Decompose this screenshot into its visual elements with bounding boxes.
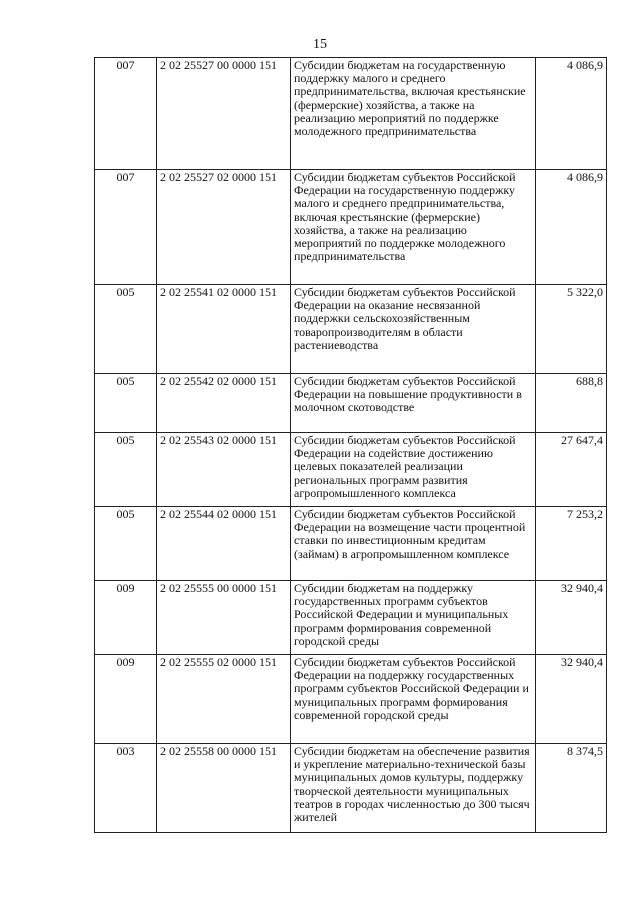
amount-cell: 5 322,0	[536, 285, 607, 374]
amount-cell: 32 940,4	[536, 655, 607, 744]
budget-classification-code-cell: 2 02 25555 02 0000 151	[157, 655, 291, 744]
amount-cell: 27 647,4	[536, 433, 607, 507]
table-row	[95, 507, 607, 581]
budget-classification-code-cell: 2 02 25527 00 0000 151	[157, 58, 291, 170]
budget-classification-code-cell: 2 02 25527 02 0000 151	[157, 170, 291, 285]
budget-revenue-table	[94, 57, 607, 833]
amount-cell: 32 940,4	[536, 581, 607, 655]
budget-classification-code-cell: 2 02 25555 00 0000 151	[157, 581, 291, 655]
administrator-code-cell: 009	[95, 581, 157, 655]
administrator-code-cell: 005	[95, 285, 157, 374]
page-number: 15	[313, 37, 327, 52]
revenue-name-cell: Субсидии бюджетам на государственную поддержку малого и среднего предпринимательства, включая крестьянские (фермерские) хозяйства, а также на реализацию мероприятий по поддержке молодежного предпринимательства	[291, 58, 536, 170]
table-row	[95, 433, 607, 507]
amount-cell: 8 374,5	[536, 744, 607, 833]
table-row	[95, 581, 607, 655]
amount-cell: 4 086,9	[536, 170, 607, 285]
table-row	[95, 170, 607, 285]
table-row	[95, 655, 607, 744]
administrator-code-cell: 005	[95, 507, 157, 581]
table-row	[95, 374, 607, 433]
administrator-code-cell: 007	[95, 170, 157, 285]
revenue-name-cell: Субсидии бюджетам субъектов Российской Федерации на поддержку государственных программ субъектов Российской Федерации и муниципальных программ формирования современной городской среды	[291, 655, 536, 744]
administrator-code-cell: 009	[95, 655, 157, 744]
budget-classification-code-cell: 2 02 25541 02 0000 151	[157, 285, 291, 374]
budget-classification-code-cell: 2 02 25543 02 0000 151	[157, 433, 291, 507]
budget-classification-code-cell: 2 02 25542 02 0000 151	[157, 374, 291, 433]
amount-cell: 7 253,2	[536, 507, 607, 581]
revenue-name-cell: Субсидии бюджетам на поддержку государственных программ субъектов Российской Федерации и муниципальных программ формирования современной городской среды	[291, 581, 536, 655]
administrator-code-cell: 005	[95, 374, 157, 433]
revenue-name-cell: Субсидии бюджетам субъектов Российской Федерации на возмещение части процентной ставки по инвестиционным кредитам (займам) в агропромышленном комплексе	[291, 507, 536, 581]
amount-cell: 688,8	[536, 374, 607, 433]
revenue-name-cell: Субсидии бюджетам на обеспечение развития и укрепление материально-технической базы муниципальных домов культуры, поддержку творческой деятельности муниципальных театров в городах численностью до 300 тысяч жителей	[291, 744, 536, 833]
revenue-name-cell: Субсидии бюджетам субъектов Российской Федерации на оказание несвязанной поддержки сельскохозяйственным товаропроизводителям в области растениеводства	[291, 285, 536, 374]
budget-classification-code-cell: 2 02 25544 02 0000 151	[157, 507, 291, 581]
table-row	[95, 285, 607, 374]
revenue-name-cell: Субсидии бюджетам субъектов Российской Федерации на повышение продуктивности в молочном скотоводстве	[291, 374, 536, 433]
revenue-name-cell: Субсидии бюджетам субъектов Российской Федерации на государственную поддержку малого и среднего предпринимательства, включая крестьянские (фермерские) хозяйства, а также на реализацию мероприятий по поддержке молодежного предпринимательства	[291, 170, 536, 285]
revenue-name-cell: Субсидии бюджетам субъектов Российской Федерации на содействие достижению целевых показателей реализации региональных программ развития агропромышленного комплекса	[291, 433, 536, 507]
administrator-code-cell: 005	[95, 433, 157, 507]
administrator-code-cell: 003	[95, 744, 157, 833]
amount-cell: 4 086,9	[536, 58, 607, 170]
table-row	[95, 58, 607, 170]
table-row	[95, 744, 607, 833]
administrator-code-cell: 007	[95, 58, 157, 170]
budget-classification-code-cell: 2 02 25558 00 0000 151	[157, 744, 291, 833]
table-body	[95, 58, 607, 833]
